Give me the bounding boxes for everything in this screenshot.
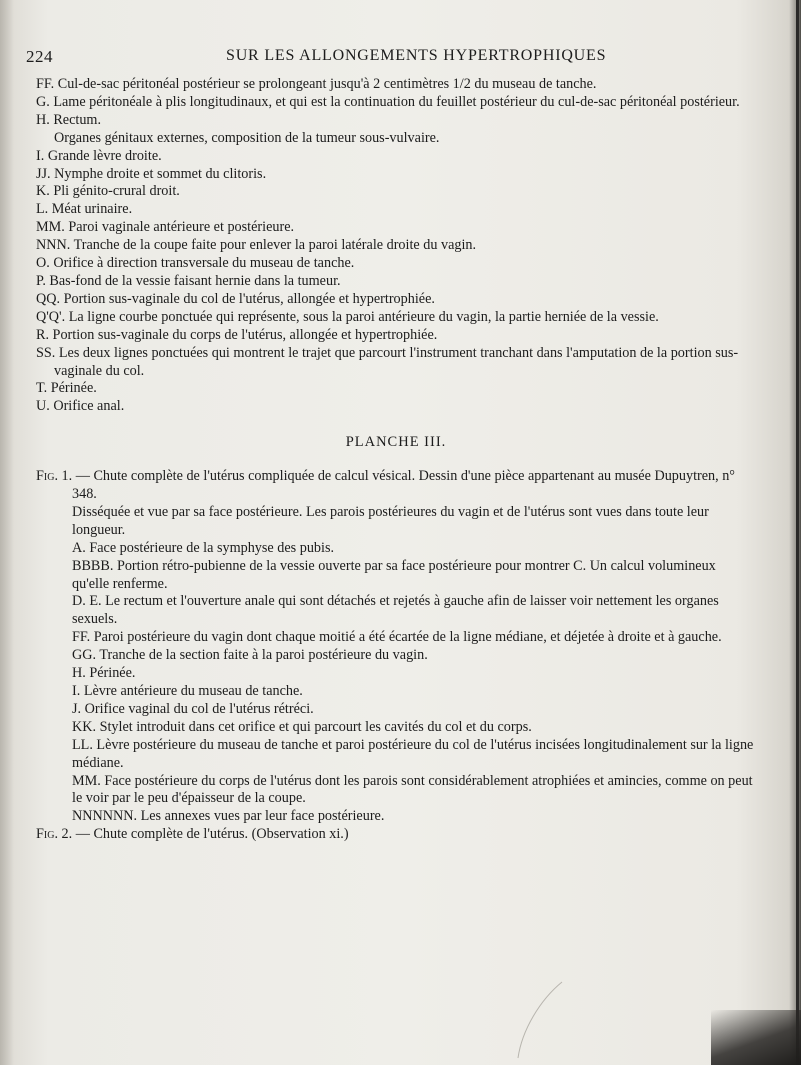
page-number: 224 xyxy=(26,47,53,66)
legend-entry: L. Méat urinaire. xyxy=(36,201,133,218)
legend-entry: K. Pli génito-crural droit. xyxy=(36,183,180,200)
figure-entry xyxy=(36,826,756,844)
figure-text: — Chute complète de l'utérus compliquée de calcul vésical. Dessin d'une pièce appartenant au musée Dupuytren, n° 348. xyxy=(72,468,735,503)
figure-entry: KK. Stylet introduit dans cet orifice et qui parcourt les cavités du col et du corps. xyxy=(72,718,532,735)
figure-entry: MM. Face postérieure du corps de l'utérus dont les parois sont considérablement atrophiées et amincies, comme on peut le voir par le peu d'épaisseur de la coupe. xyxy=(72,772,753,807)
legend-entry: G. Lame péritonéale à plis longitudinaux, et qui est la continuation du feuillet postérieur du cul-de-sac péritonéal postérieur. xyxy=(36,93,740,110)
pencil-mark xyxy=(500,980,620,1060)
page-edge xyxy=(789,0,801,1065)
figure-entry: Disséquée et vue par sa face postérieure. Les parois postérieures du vagin et de l'utérus sont vues dans toute leur longueur. xyxy=(72,503,709,538)
legend-entry: I. Grande lèvre droite. xyxy=(36,147,162,164)
legend-entry: NNN. Tranche de la coupe faite pour enlever la paroi latérale droite du vagin. xyxy=(36,237,477,254)
figure-entry: NNNNNN. Les annexes vues par leur face postérieure. xyxy=(72,808,385,825)
figure-entry: H. Périnée. xyxy=(72,665,136,682)
figure-text: — Chute complète de l'utérus. (Observation xi.) xyxy=(72,826,349,843)
figure-entry: BBBB. Portion rétro-pubienne de la vessie ouverte par sa face postérieure pour montrer C. Un calcul volumineux qu'elle renferme. xyxy=(72,557,716,592)
legend-entry: P. Bas-fond de la vessie faisant hernie dans la tumeur. xyxy=(36,272,341,289)
figure-entry: FF. Paroi postérieure du vagin dont chaque moitié a été écartée de la ligne médiane, et déjetée à droite et à gauche. xyxy=(72,629,722,646)
figure-entry: A. Face postérieure de la symphyse des pubis. xyxy=(72,539,335,556)
figure-entry: I. Lèvre antérieure du museau de tanche. xyxy=(72,683,303,699)
figure-entry: GG. Tranche de la section faite à la paroi postérieure du vagin. xyxy=(72,647,428,664)
legend-entry: Q'Q'. La ligne courbe ponctuée qui représente, sous la paroi antérieure du vagin, la partie herniée de la vessie. xyxy=(36,308,659,325)
figure-entry: LL. Lèvre postérieure du museau de tanche et paroi postérieure du col de l'utérus incisées longitudinalement sur la ligne médiane. xyxy=(72,736,754,771)
legend-entry: R. Portion sus-vaginale du corps de l'utérus, allongée et hypertrophiée. xyxy=(36,326,438,343)
plate-title: PLANCHE III. xyxy=(345,434,447,451)
binding-shadow xyxy=(0,0,14,1065)
legend-entry: QQ. Portion sus-vaginale du col de l'utérus, allongée et hypertrophiée. xyxy=(36,290,435,307)
legend-entry: JJ. Nymphe droite et sommet du clitoris. xyxy=(36,165,267,182)
figure-label: Fig. 1. xyxy=(36,468,73,485)
figure-label: Fig. 2. xyxy=(36,826,73,843)
legend-entry: O. Orifice à direction transversale du museau de tanche. xyxy=(36,255,355,272)
legend-section-heading: Organes génitaux externes, composition de la tumeur sous-vulvaire. xyxy=(54,129,440,146)
page-content xyxy=(36,76,756,844)
pencil-stroke xyxy=(518,982,562,1058)
legend-entry: H. Rectum. xyxy=(36,111,102,128)
legend-entry: U. Orifice anal. xyxy=(36,398,125,415)
legend-entry: FF. Cul-de-sac péritonéal postérieur se prolongeant jusqu'à 2 centimètres 1/2 du museau de tanche. xyxy=(36,76,597,92)
legend-entry: SS. Les deux lignes ponctuées qui montrent le trajet que parcourt l'instrument tranchant dans l'amputation de la portion sus-vaginale du col. xyxy=(36,344,739,379)
page-header xyxy=(26,47,756,71)
scan-shadow xyxy=(711,1010,801,1065)
figure-entry xyxy=(36,468,756,504)
figure-entry: J. Orifice vaginal du col de l'utérus rétréci. xyxy=(72,700,314,717)
legend-entry: MM. Paroi vaginale antérieure et postérieure. xyxy=(36,219,295,236)
legend-entry: T. Périnée. xyxy=(36,380,97,397)
running-title: SUR LES ALLONGEMENTS HYPERTROPHIQUES xyxy=(226,47,607,64)
figure-entry: D. E. Le rectum et l'ouverture anale qui sont détachés et rejetés à gauche afin de laisser voir nettement les organes sexuels. xyxy=(72,593,719,628)
